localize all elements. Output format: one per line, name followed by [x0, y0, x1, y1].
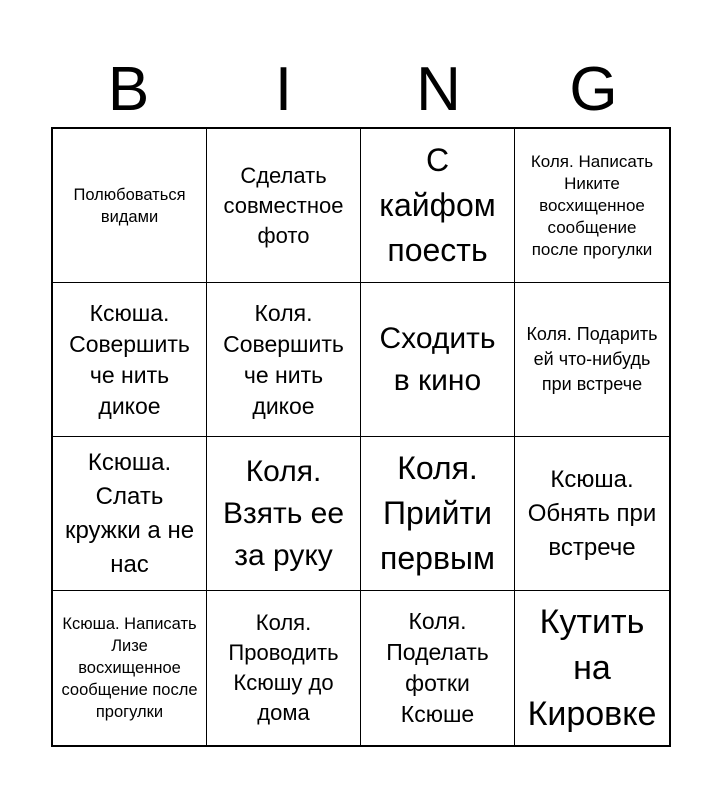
bingo-cell[interactable] [515, 437, 669, 591]
bingo-cell[interactable] [361, 437, 515, 591]
bingo-cell[interactable] [515, 591, 669, 745]
header-letter-g: G [569, 55, 618, 124]
cell-text: Ксюша. Слать кружки а не нас [64, 448, 195, 578]
cell-text: Коля. Взять ее за руку [222, 454, 345, 572]
header-letter-i: I [274, 55, 293, 124]
bingo-cell[interactable] [515, 283, 669, 437]
bingo-cell[interactable] [515, 129, 669, 283]
header-letter-n: N [416, 55, 461, 124]
cell-text: Коля. Написать Никите восхищенное сообщение после прогулки [530, 151, 654, 259]
cell-text: Сходить в кино [379, 321, 496, 397]
bingo-grid [51, 127, 671, 747]
cell-text: Коля. Поделать фотки Ксюше [386, 608, 489, 727]
bingo-cell[interactable] [361, 283, 515, 437]
cell-text: Ксюша. Совершить че нить дикое [69, 299, 190, 419]
cell-text: Сделать совместное фото [223, 162, 344, 248]
bingo-header [51, 52, 671, 128]
cell-text: С кайфом поесть [379, 142, 496, 268]
bingo-cell[interactable] [207, 437, 361, 591]
header-letter-b: B [107, 55, 150, 124]
cell-text: Ксюша. Обнять при встрече [527, 465, 657, 561]
bingo-cell[interactable] [207, 283, 361, 437]
cell-text: Коля. Совершить че нить дикое [223, 299, 344, 419]
bingo-cell[interactable] [53, 129, 207, 283]
bingo-cell[interactable] [207, 129, 361, 283]
cell-text: Коля. Подарить ей что-нибудь при встрече [526, 324, 658, 394]
cell-text: Ксюша. Написать Лизе восхищенное сообщение после прогулки [61, 615, 198, 721]
bingo-cell[interactable] [361, 129, 515, 283]
bingo-cell[interactable] [53, 283, 207, 437]
bingo-cell[interactable] [207, 591, 361, 745]
cell-text: Коля. Прийти первым [380, 450, 495, 576]
cell-text: Коля. Проводить Ксюшу до дома [228, 610, 339, 725]
cell-text: Полюбоваться видами [73, 185, 186, 226]
bingo-cell[interactable] [361, 591, 515, 745]
bingo-cell[interactable] [53, 437, 207, 591]
bingo-cell[interactable] [53, 591, 207, 745]
cell-text: Кутить на Кировке [527, 603, 657, 733]
